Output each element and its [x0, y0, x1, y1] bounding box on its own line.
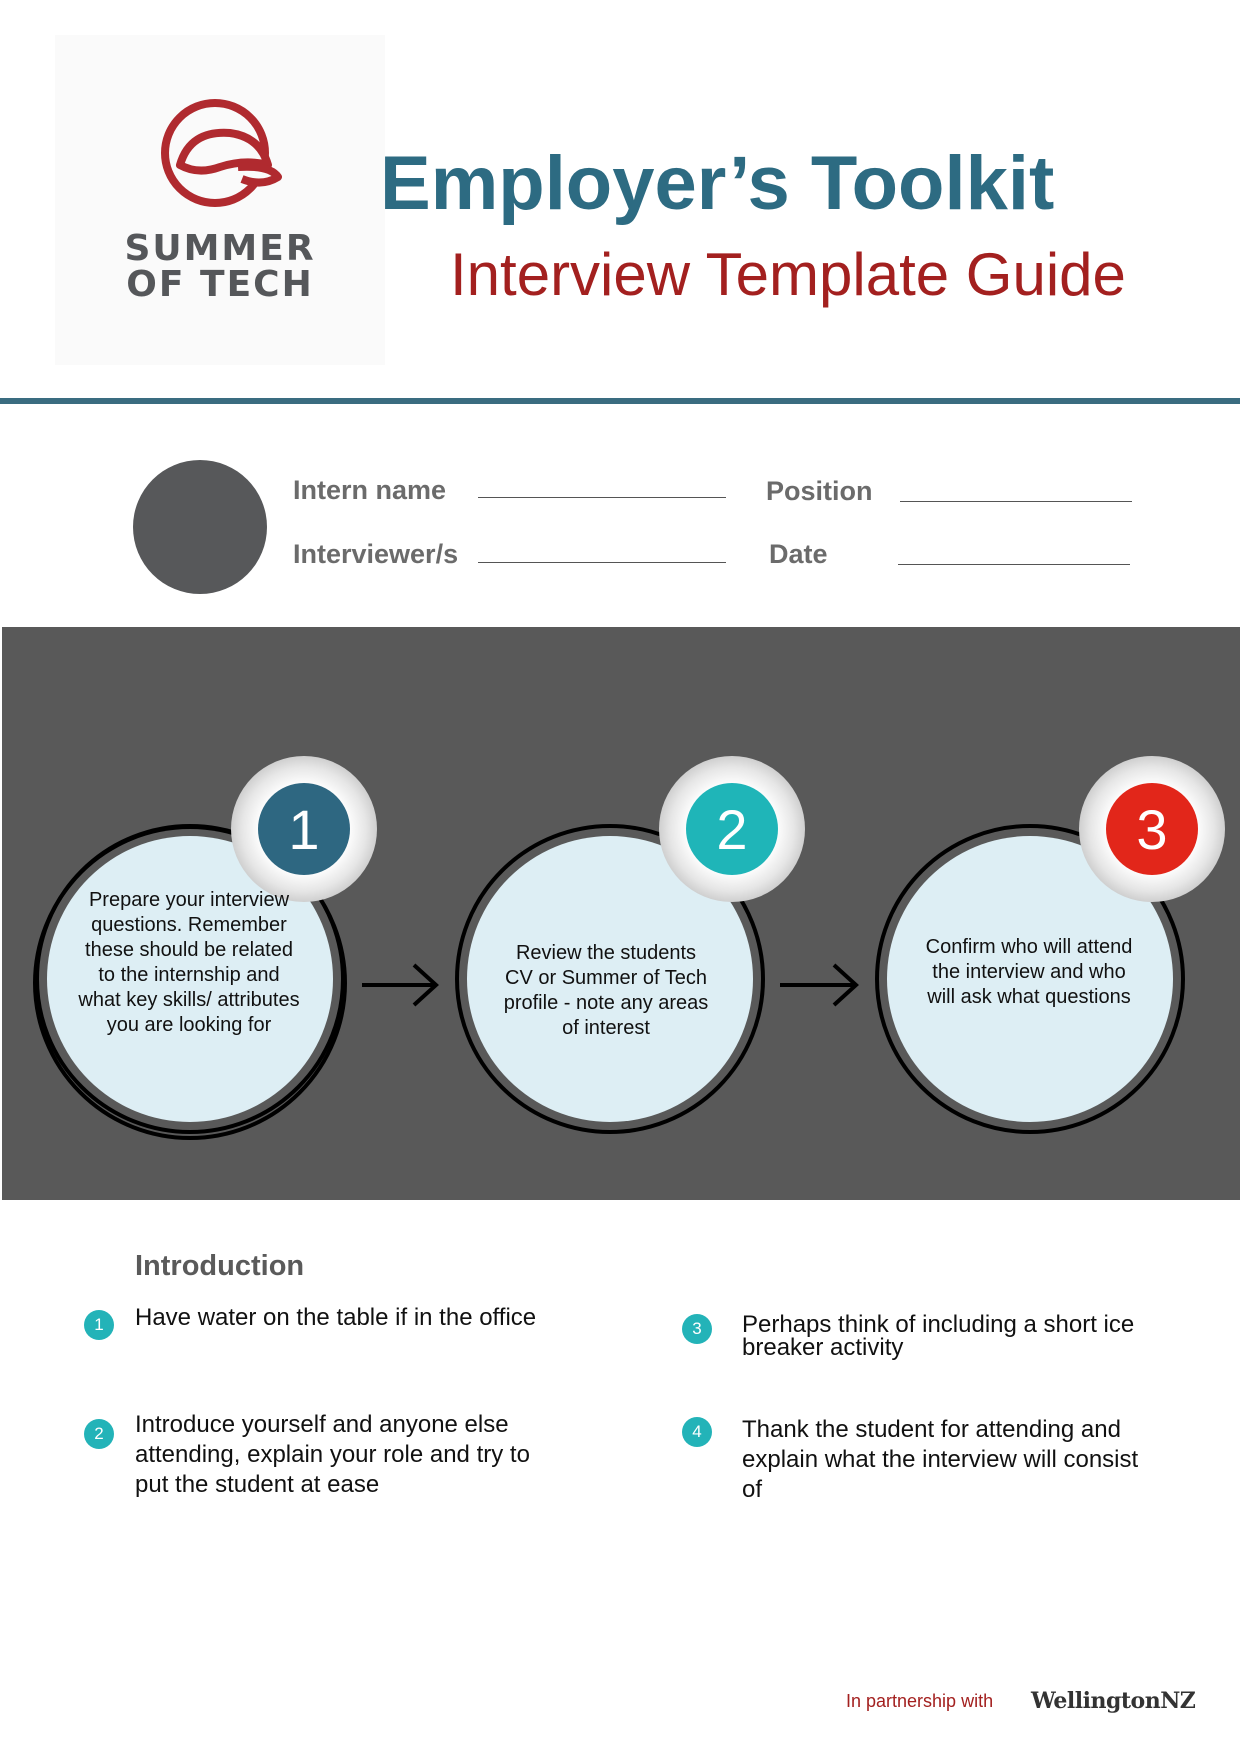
intro-item-3-badge: 3 [682, 1314, 712, 1344]
cap-logo-icon [150, 95, 290, 215]
step-2-number: 2 [716, 798, 748, 861]
intern-name-field[interactable] [478, 497, 726, 498]
intro-item-1-text: Have water on the table if in the office [135, 1304, 537, 1331]
intro-item-4-text: Thank the student for attending and explain what the interview will consist of [742, 1416, 1139, 1503]
arrow-1-icon [362, 965, 436, 1005]
intro-item-1-badge: 1 [84, 1310, 114, 1340]
intro-item-2-badge: 2 [84, 1419, 114, 1449]
date-field[interactable] [898, 564, 1130, 565]
step-1-number: 1 [288, 798, 320, 861]
step-2-text: Review the students CV or Summer of Tech profile - note any areas of interest [503, 942, 709, 1039]
photo-placeholder [133, 460, 267, 594]
position-field[interactable] [900, 501, 1132, 502]
position-label: Position [766, 476, 873, 506]
page-title: Employer’s Toolkit [380, 141, 1055, 226]
intro-item-3-text: Perhaps think of including a short ice breaker activity [742, 1311, 1135, 1361]
interviewers-field[interactable] [478, 562, 726, 563]
partner-text: In partnership with [846, 1691, 994, 1711]
header-divider [0, 398, 1240, 404]
step-3-text: Confirm who will attend the interview and who will ask what questions [925, 936, 1133, 1008]
date-label: Date [769, 539, 828, 569]
logo-text-line1: SUMMER [124, 228, 316, 269]
page-subtitle: Interview Template Guide [450, 241, 1126, 308]
introduction-heading: Introduction [135, 1250, 305, 1282]
step-1-text: Prepare your interview questions. Remember these should be related to the internship and what key skills/ attributes you are looking for [78, 889, 300, 1036]
interviewers-label: Interviewer/s [293, 539, 459, 569]
step-3-number: 3 [1136, 798, 1168, 861]
intro-item-4-badge: 4 [682, 1417, 712, 1447]
intro-item-2-text: Introduce yourself and anyone else attending, explain your role and try to put the student at ease [135, 1411, 530, 1498]
logo-text-line2: OF TECH [126, 264, 314, 305]
arrow-2-icon [780, 965, 856, 1005]
intern-name-label: Intern name [293, 475, 447, 505]
partner-logo: WellingtonNZ [1031, 1688, 1196, 1714]
